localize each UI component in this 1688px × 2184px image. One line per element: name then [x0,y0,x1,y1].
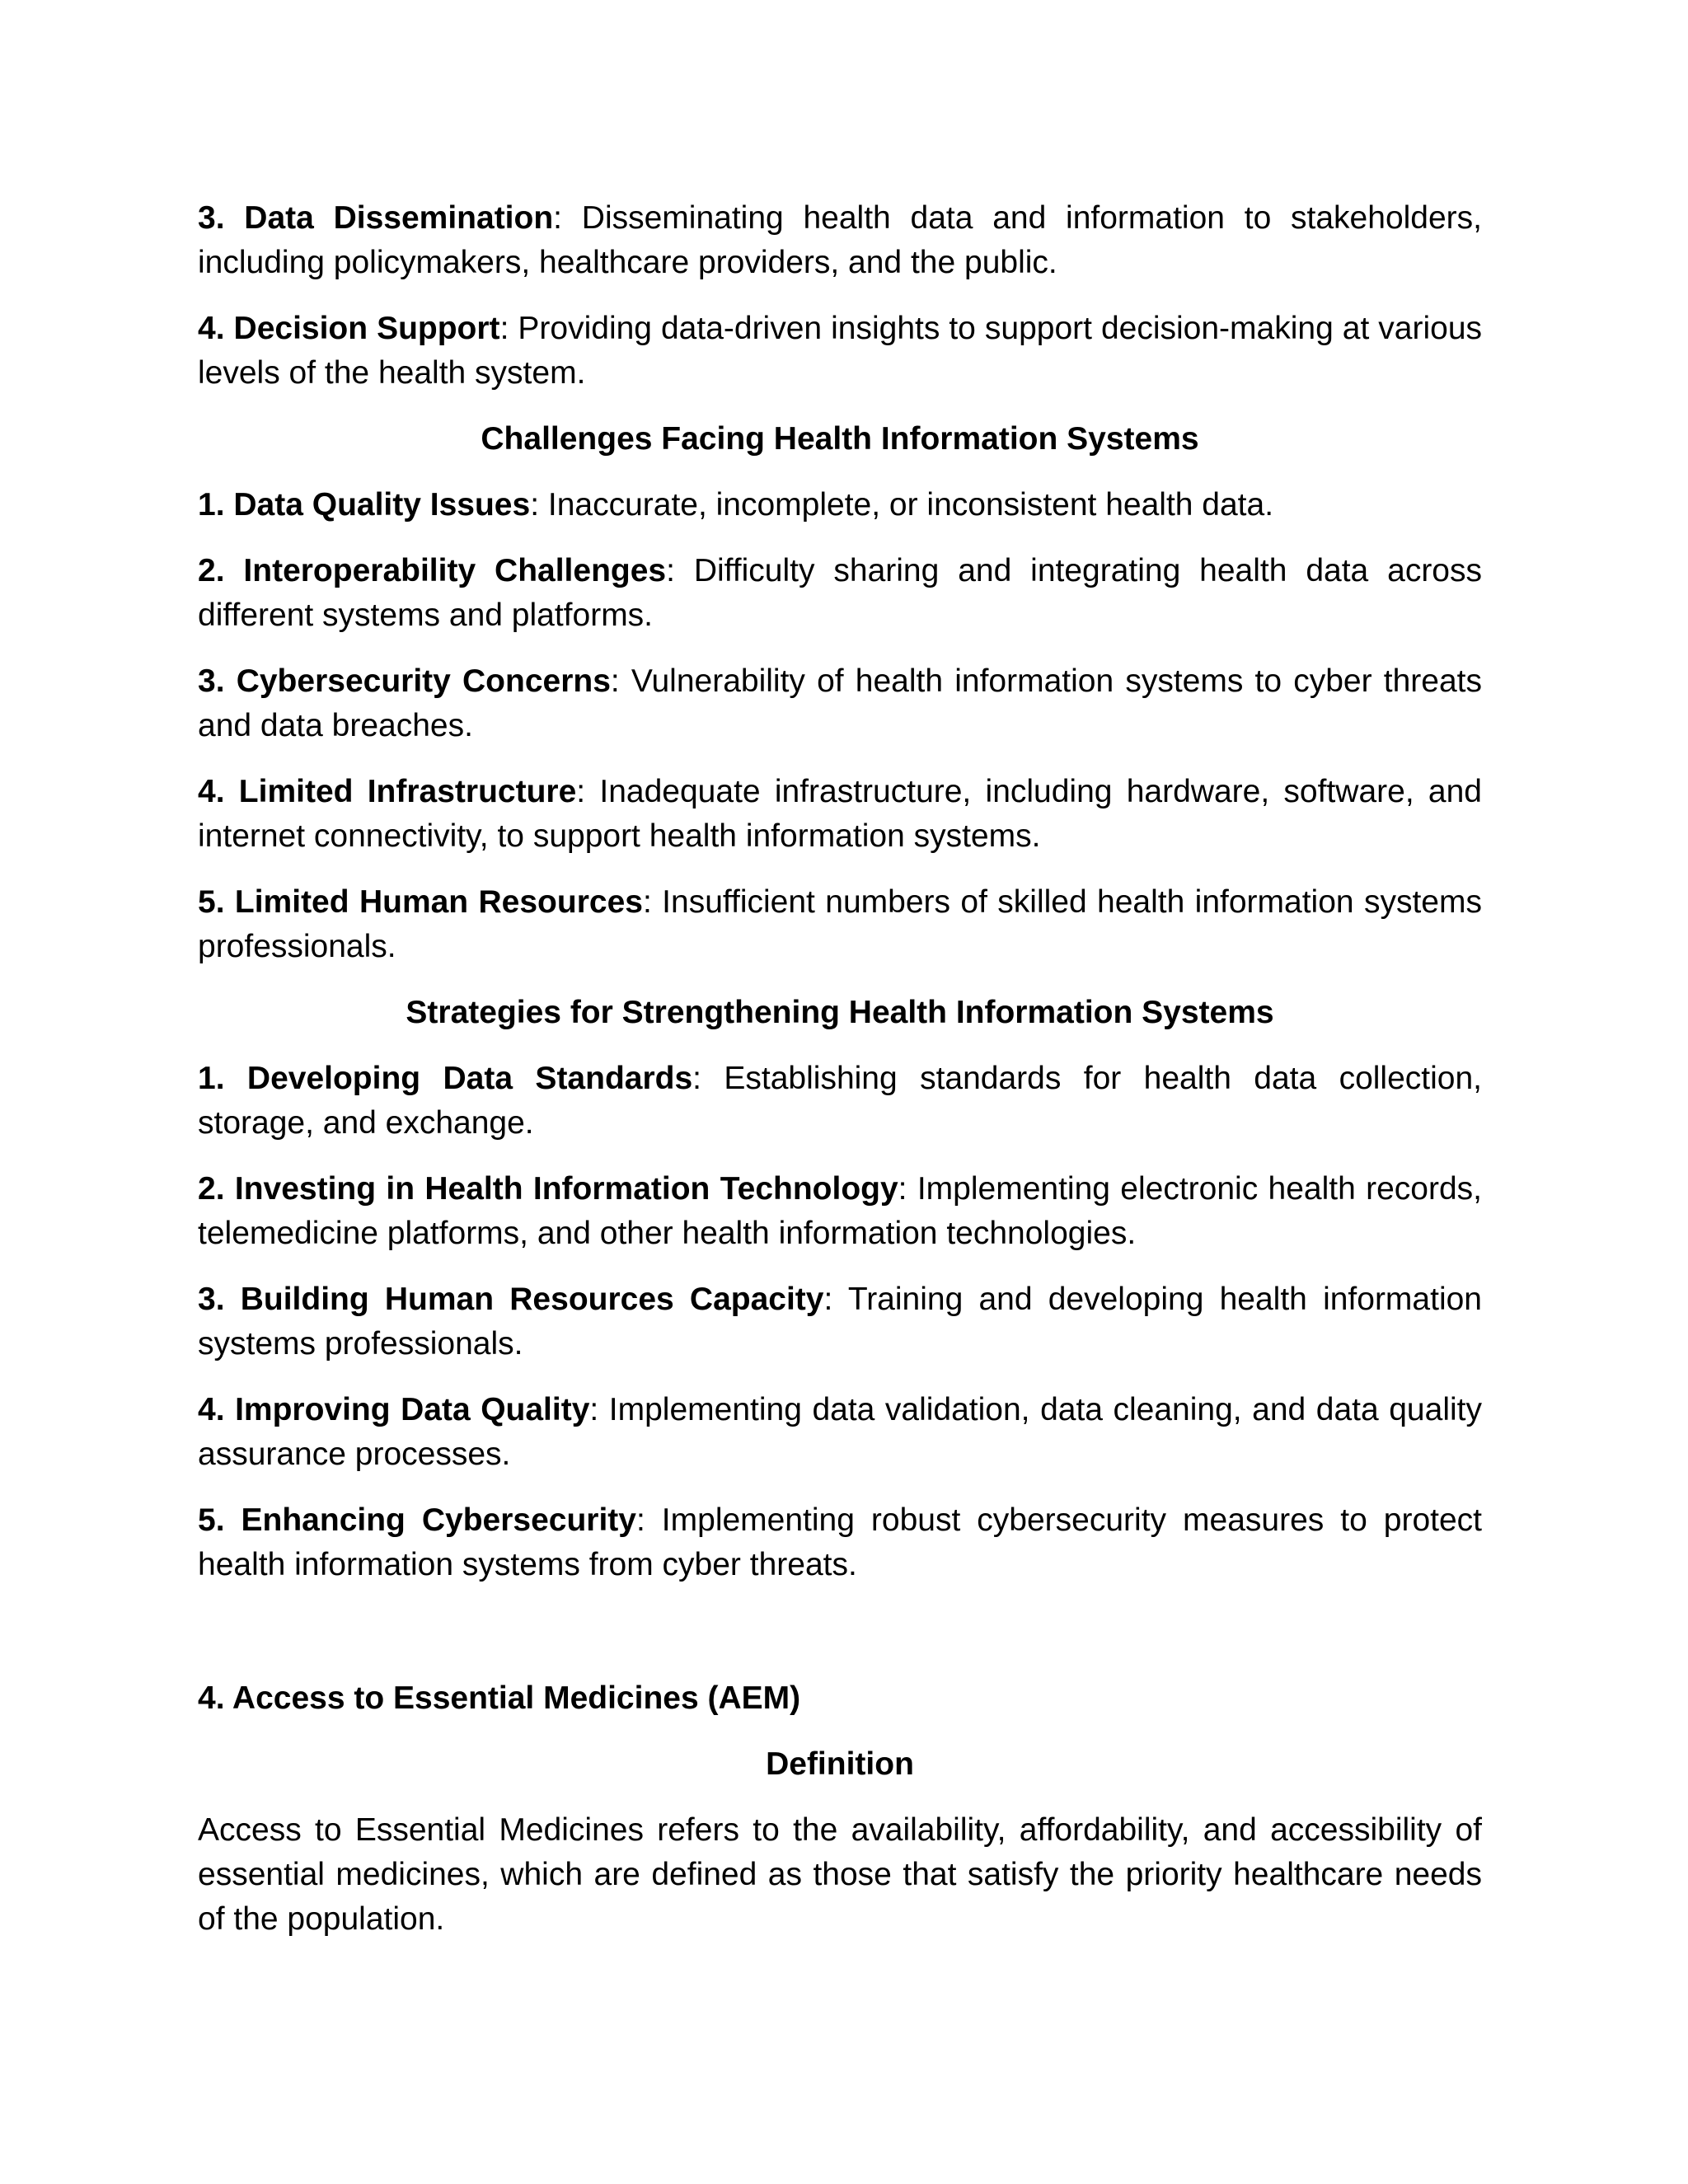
list-item-cybersecurity-concerns [198,659,1482,748]
item-text: : Implementing data validation, data cleaning, and data quality assurance processes. [198,1392,1482,1472]
item-text: : Disseminating health data and information to stakeholders, including policymakers, healthcare providers, and the public. [198,200,1482,280]
item-label: 5. Enhancing Cybersecurity [198,1502,636,1538]
item-label: 3. Data Dissemination [198,200,554,236]
list-item-building-hr-capacity [198,1277,1482,1366]
list-item-limited-human-resources [198,880,1482,969]
item-text: : Implementing robust cybersecurity measures to protect health information systems from cyber threats. [198,1502,1482,1582]
item-text: : Implementing electronic health records, telemedicine platforms, and other health information technologies. [198,1171,1483,1251]
item-text: : Insufficient numbers of skilled health information systems professionals. [198,884,1482,964]
list-item-limited-infrastructure [198,770,1482,859]
document-page [198,196,1482,1963]
item-text: : Providing data-driven insights to support decision-making at various levels of the health system. [198,311,1483,391]
item-label: 5. Limited Human Resources [198,884,643,920]
item-text: : Inaccurate, incomplete, or inconsistent health data. [530,487,1274,523]
item-label: 1. Data Quality Issues [198,487,531,523]
item-text: : Vulnerability of health information systems to cyber threats and data breaches. [198,663,1482,743]
aem-section-title: 4. Access to Essential Medicines (AEM) [198,1680,801,1716]
item-text: : Training and developing health information systems professionals. [198,1282,1482,1361]
item-label: 3. Building Human Resources Capacity [198,1282,824,1317]
definition-paragraph: Access to Essential Medicines refers to the availability, affordability, and accessibility of essential medicines, which are defined as those that satisfy the priority healthcare needs of the population. [198,1812,1482,1937]
item-label: 1. Developing Data Standards [198,1061,693,1096]
item-text: : Inadequate infrastructure, including hardware, software, and internet connectivity, to support health information systems. [198,774,1482,854]
list-item-interoperability-challenges [198,549,1482,638]
strategies-heading: Strategies for Strengthening Health Information Systems [406,995,1274,1030]
item-text: : Difficulty sharing and integrating health data across different systems and platforms. [198,553,1482,633]
definition-heading: Definition [766,1746,914,1782]
list-item-decision-support [198,307,1482,396]
challenges-heading: Challenges Facing Health Information Systems [481,421,1199,457]
list-item-enhancing-cybersecurity [198,1498,1482,1587]
list-item-developing-data-standards [198,1057,1482,1146]
item-label: 2. Investing in Health Information Technology [198,1171,898,1207]
list-item-data-quality-issues [198,483,1482,527]
item-text: : Establishing standards for health data collection, storage, and exchange. [198,1061,1483,1141]
item-label: 4. Limited Infrastructure [198,774,577,809]
item-label: 2. Interoperability Challenges [198,553,667,588]
item-label: 4. Decision Support [198,311,500,346]
item-label: 4. Improving Data Quality [198,1392,590,1427]
list-item-improving-data-quality [198,1388,1482,1477]
list-item-data-dissemination [198,196,1482,285]
item-label: 3. Cybersecurity Concerns [198,663,611,699]
list-item-investing-in-hit [198,1167,1482,1256]
